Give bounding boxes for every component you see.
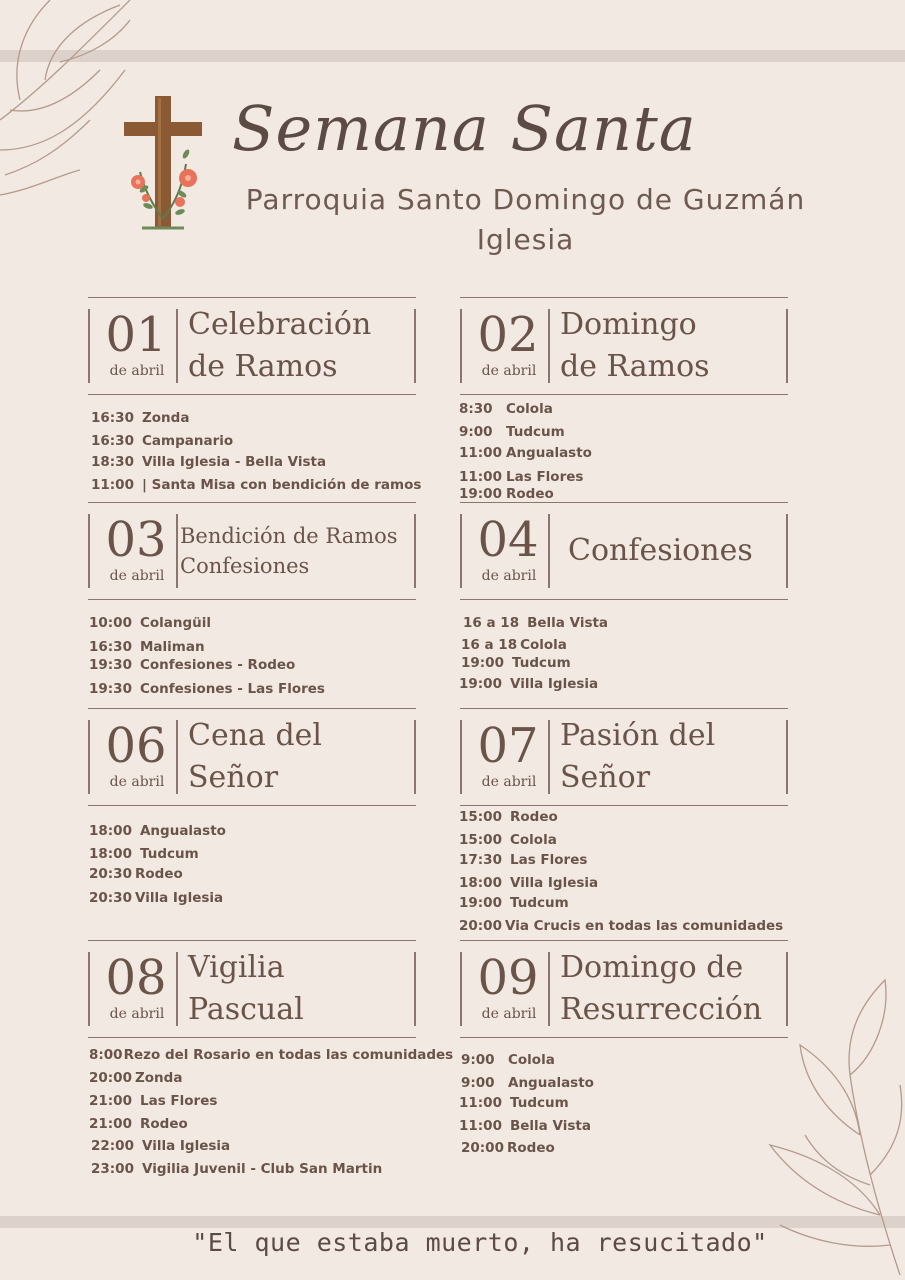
- day-card-04: [460, 502, 788, 600]
- day-title: [188, 946, 408, 1032]
- divider: [88, 599, 416, 600]
- divider: [460, 514, 462, 588]
- divider: [460, 297, 788, 298]
- day-title-line: Celebración: [188, 307, 372, 342]
- divider: [88, 952, 90, 1026]
- divider: [460, 1037, 788, 1038]
- divider: [414, 720, 416, 794]
- day-number: 09: [477, 950, 539, 1006]
- day-title: [188, 714, 408, 800]
- day-title-line: Cena del: [188, 718, 323, 753]
- divider: [786, 720, 788, 794]
- schedule-item: 21:00 Rodeo: [89, 1116, 188, 1132]
- page-title: Semana Santa: [232, 92, 697, 165]
- schedule-item: 9:00 Tudcum: [459, 424, 565, 440]
- day-title-line: Bendición de Ramos: [180, 524, 398, 548]
- schedule-item: 19:30 Confesiones - Las Flores: [89, 681, 325, 697]
- schedule-item: 11:00 | Santa Misa con bendición de ramos: [91, 477, 422, 493]
- schedule-item: 19:00 Rodeo: [459, 486, 554, 502]
- divider: [88, 394, 416, 395]
- schedule-item: 16:30 Zonda: [91, 410, 190, 426]
- divider: [460, 309, 462, 383]
- day-title: [560, 303, 780, 389]
- day-card-07: [460, 708, 788, 806]
- day-number: 01: [105, 307, 167, 363]
- schedule-item: 8:30 Colola: [459, 401, 553, 417]
- divider: [88, 805, 416, 806]
- schedule-item: 19:00 Tudcum: [461, 655, 571, 671]
- divider: [88, 1037, 416, 1038]
- schedule-item: 18:00 Tudcum: [89, 846, 199, 862]
- schedule-item: 9:00 Angualasto: [461, 1075, 594, 1091]
- day-title-line: Confesiones: [568, 533, 753, 568]
- divider: [460, 599, 788, 600]
- day-number: 08: [105, 950, 167, 1006]
- schedule-item: 18:00 Villa Iglesia: [459, 875, 599, 891]
- schedule-item: 20:00 Rodeo: [461, 1140, 555, 1156]
- day-title-line: Señor: [188, 760, 279, 795]
- day-title-line: Domingo de: [560, 950, 744, 985]
- divider: [414, 309, 416, 383]
- divider: [460, 394, 788, 395]
- parish-name: [238, 180, 813, 260]
- schedule-item: 22:00 Villa Iglesia: [91, 1138, 231, 1154]
- day-title: [188, 303, 408, 389]
- schedule-item: 16 a 18 Colola: [461, 637, 567, 653]
- day-title: [560, 946, 780, 1032]
- day-month: de abril: [481, 363, 537, 379]
- divider: [460, 502, 788, 503]
- schedule-item: 15:00 Colola: [459, 832, 557, 848]
- schedule-item: 11:00 Angualasto: [459, 445, 592, 461]
- schedule-item: 11:00 Tudcum: [459, 1095, 569, 1111]
- subtitle-line: Parroquia Santo Domingo de Guzmán: [245, 183, 806, 216]
- schedule-item: 18:00 Angualasto: [89, 823, 226, 839]
- day-card-02: [460, 297, 788, 395]
- schedule-item: 21:00 Las Flores: [89, 1093, 218, 1109]
- day-title-line: Señor: [560, 760, 651, 795]
- day-month: de abril: [109, 568, 165, 584]
- subtitle-line: Iglesia: [476, 223, 575, 256]
- divider: [460, 708, 788, 709]
- schedule-item: 23:00 Vigilia Juvenil - Club San Martin: [91, 1161, 383, 1177]
- day-number: 04: [477, 512, 539, 568]
- schedule-item: 17:30 Las Flores: [459, 852, 588, 868]
- divider: [414, 952, 416, 1026]
- divider: [88, 708, 416, 709]
- day-title-line: Pasión del: [560, 718, 716, 753]
- day-title-line: de Ramos: [560, 349, 710, 384]
- day-title-line: de Ramos: [188, 349, 338, 384]
- schedule-item: 20:30 Villa Iglesia: [89, 890, 224, 906]
- day-card-08: [88, 940, 416, 1038]
- divider: [460, 805, 788, 806]
- day-title-line: Confesiones: [180, 554, 310, 578]
- divider: [786, 309, 788, 383]
- day-number: 02: [477, 307, 539, 363]
- schedule-item: 20:30 Rodeo: [89, 866, 183, 882]
- day-title-line: Pascual: [188, 992, 304, 1027]
- schedule-item: 16:30 Maliman: [89, 639, 205, 655]
- schedule-item: 19:00 Villa Iglesia: [459, 676, 599, 692]
- schedule-item: 20:00 Zonda: [89, 1070, 183, 1086]
- schedule-item: 20:00 Via Crucis en todas las comunidades: [459, 918, 784, 934]
- day-month: de abril: [481, 568, 537, 584]
- divider: [88, 720, 90, 794]
- day-card-03: [88, 502, 416, 600]
- schedule-item: 19:30 Confesiones - Rodeo: [89, 657, 296, 673]
- schedule-item: 19:00 Tudcum: [459, 895, 569, 911]
- schedule-item: 16:30 Campanario: [91, 433, 234, 449]
- day-month: de abril: [481, 1006, 537, 1022]
- divider: [460, 940, 788, 941]
- day-card-09: [460, 940, 788, 1038]
- schedule-item: 11:00 Bella Vista: [459, 1118, 591, 1134]
- divider: [88, 514, 90, 588]
- divider: [88, 502, 416, 503]
- day-title-line: Vigilia: [188, 950, 285, 985]
- day-month: de abril: [109, 1006, 165, 1022]
- divider: [88, 297, 416, 298]
- day-card-01: [88, 297, 416, 395]
- leaf-branch-icon: [0, 0, 140, 230]
- divider: [88, 309, 90, 383]
- divider: [460, 720, 462, 794]
- schedule-item: 8:00Rezo del Rosario en todas las comunidades: [89, 1047, 454, 1063]
- divider: [786, 952, 788, 1026]
- cross-with-flowers-icon: [122, 94, 204, 230]
- schedule-item: 9:00 Colola: [461, 1052, 555, 1068]
- day-number: 06: [105, 718, 167, 774]
- day-title: [560, 714, 780, 800]
- day-card-06: [88, 708, 416, 806]
- day-title-line: Domingo: [560, 307, 697, 342]
- day-month: de abril: [481, 774, 537, 790]
- day-month: de abril: [109, 363, 165, 379]
- divider: [786, 514, 788, 588]
- schedule-item: 16 a 18 Bella Vista: [463, 615, 609, 631]
- schedule-item: 15:00 Rodeo: [459, 809, 558, 825]
- closing-quote: "El que estaba muerto, ha resucitado": [192, 1228, 768, 1257]
- day-number: 07: [477, 718, 539, 774]
- schedule-item: 10:00 Colangüil: [89, 615, 212, 631]
- schedule-item: 11:00 Las Flores: [459, 469, 584, 485]
- day-title: [568, 508, 780, 594]
- day-title-line: Resurrección: [560, 992, 763, 1027]
- divider: [88, 940, 416, 941]
- schedule-item: 18:30 Villa Iglesia - Bella Vista: [91, 454, 327, 470]
- day-title: [180, 508, 408, 594]
- divider: [460, 952, 462, 1026]
- day-month: de abril: [109, 774, 165, 790]
- day-number: 03: [105, 512, 167, 568]
- divider: [414, 514, 416, 588]
